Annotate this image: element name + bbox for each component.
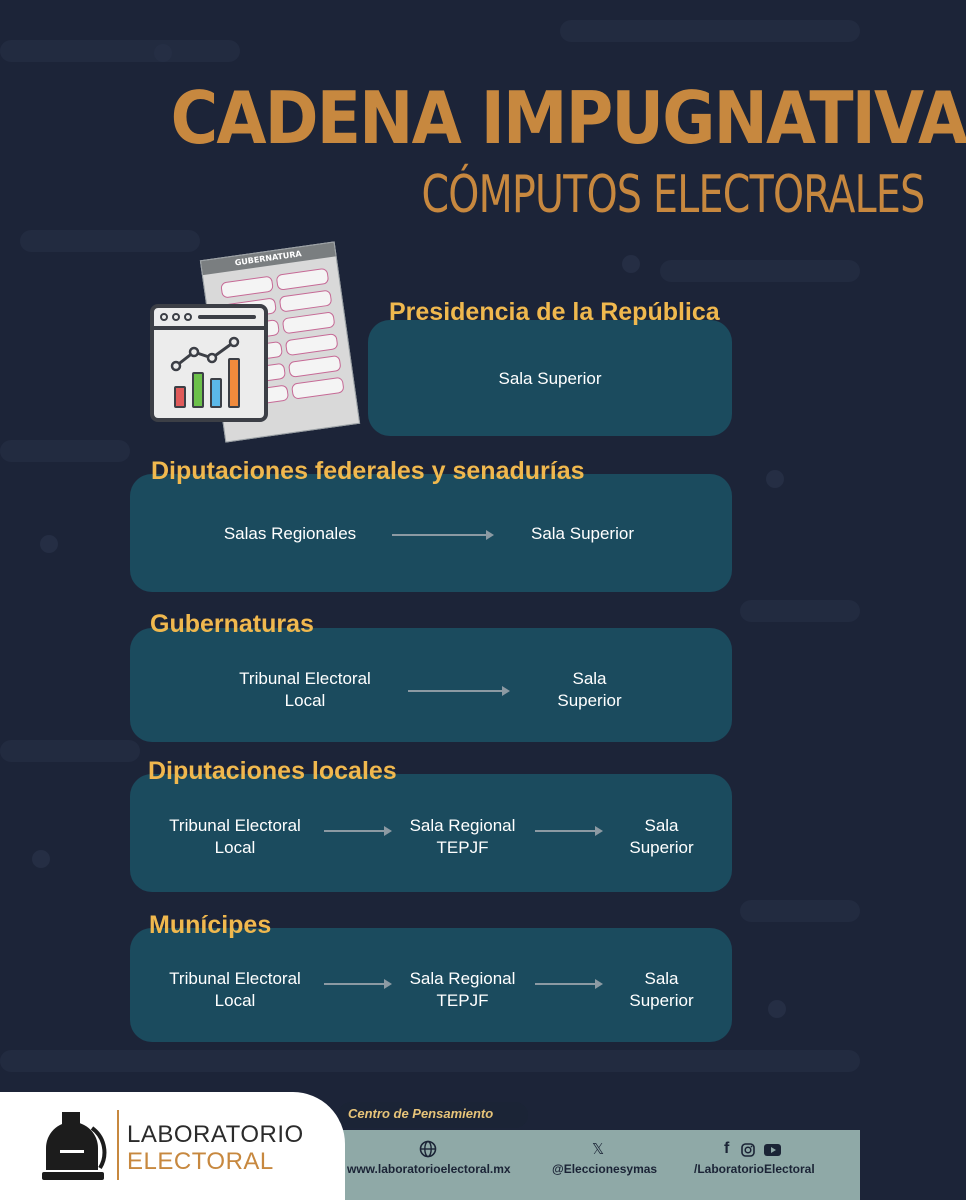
arrow-right-icon — [324, 983, 390, 985]
chart-window-icon — [150, 304, 268, 422]
logo-separator — [117, 1110, 119, 1180]
bg-dot — [768, 1000, 786, 1018]
window-dot — [160, 313, 168, 321]
chart-bar-green — [192, 372, 204, 408]
x-icon: 𝕏 — [592, 1140, 605, 1158]
section-title-gubernaturas: Gubernaturas — [150, 610, 314, 638]
section-title-diputaciones-locales: Diputaciones locales — [148, 757, 397, 785]
ballot-row — [279, 290, 333, 313]
node-tribunal-electoral-local: Tribunal Electoral Local — [239, 669, 371, 710]
tagline: Centro de Pensamiento — [348, 1106, 494, 1121]
node-sala-superior: Sala Superior — [530, 524, 634, 543]
website-link[interactable]: www.laboratorioelectoral.mx — [347, 1162, 511, 1176]
ballot-row — [285, 333, 339, 356]
trend-line-icon — [168, 336, 254, 376]
window-dot — [172, 313, 180, 321]
ballot-row — [291, 377, 345, 400]
window-titlebar — [154, 308, 264, 330]
ballot-box-logo-icon — [40, 1108, 112, 1186]
arrow-right-icon — [535, 983, 601, 985]
card-gubernaturas — [130, 628, 732, 742]
node-sala-superior: Sala Superior — [629, 969, 694, 1010]
section-title-municipes: Munícipes — [149, 911, 272, 939]
section-title-diputaciones-federales: Diputaciones federales y senadurías — [151, 457, 585, 485]
ballot-row — [288, 355, 342, 378]
bg-dot — [766, 470, 784, 488]
youtube-icon[interactable] — [764, 1144, 781, 1156]
section-title-presidencia: Presidencia de la República — [389, 298, 720, 326]
window-address-line — [198, 315, 256, 319]
bg-dot — [154, 44, 172, 62]
bg-stripe — [740, 600, 860, 622]
bg-stripe — [560, 20, 860, 42]
main-subtitle: CÓMPUTOS ELECTORALES — [421, 165, 925, 225]
bg-dot — [32, 850, 50, 868]
ballot-row — [220, 276, 274, 299]
ballot-heading: GUBERNATURA — [201, 243, 336, 276]
bg-dot — [40, 535, 58, 553]
globe-icon — [419, 1140, 437, 1158]
node-sala-superior: Sala Superior — [629, 816, 694, 857]
brand-name-line-2: ELECTORAL — [127, 1148, 274, 1175]
node-sala-regional-tepjf: Sala Regional TEPJF — [409, 969, 516, 1010]
chart-bar-red — [174, 386, 186, 408]
main-title: CADENA IMPUGNATIVA — [170, 76, 966, 160]
bg-stripe — [0, 740, 140, 762]
node-sala-regional-tepjf: Sala Regional TEPJF — [409, 816, 516, 857]
arrow-right-icon — [324, 830, 390, 832]
node-sala-superior: Sala Superior — [557, 669, 622, 710]
arrow-right-icon — [408, 690, 508, 692]
bg-stripe — [740, 900, 860, 922]
node-sala-superior: Sala Superior — [498, 369, 602, 388]
arrow-right-icon — [392, 534, 492, 536]
bg-stripe — [660, 260, 860, 282]
ballot-row — [282, 311, 336, 334]
bg-stripe — [20, 230, 200, 252]
window-dot — [184, 313, 192, 321]
facebook-icon[interactable]: f — [724, 1140, 730, 1157]
bg-stripe — [0, 1050, 860, 1072]
x-handle-link[interactable]: @Eleccionesymas — [552, 1162, 658, 1176]
arrow-right-icon — [535, 830, 601, 832]
brand-name-line-1: LABORATORIO — [127, 1121, 304, 1148]
chart-bar-blue — [210, 378, 222, 408]
node-tribunal-electoral-local: Tribunal Electoral Local — [169, 816, 301, 857]
node-tribunal-electoral-local: Tribunal Electoral Local — [169, 969, 301, 1010]
instagram-icon[interactable] — [741, 1143, 755, 1157]
bg-dot — [622, 255, 640, 273]
bg-stripe — [0, 40, 240, 62]
node-salas-regionales: Salas Regionales — [223, 524, 357, 543]
social-handle-link[interactable]: /LaboratorioElectoral — [694, 1162, 815, 1176]
bg-stripe — [0, 440, 130, 462]
ballot-row — [276, 268, 330, 291]
